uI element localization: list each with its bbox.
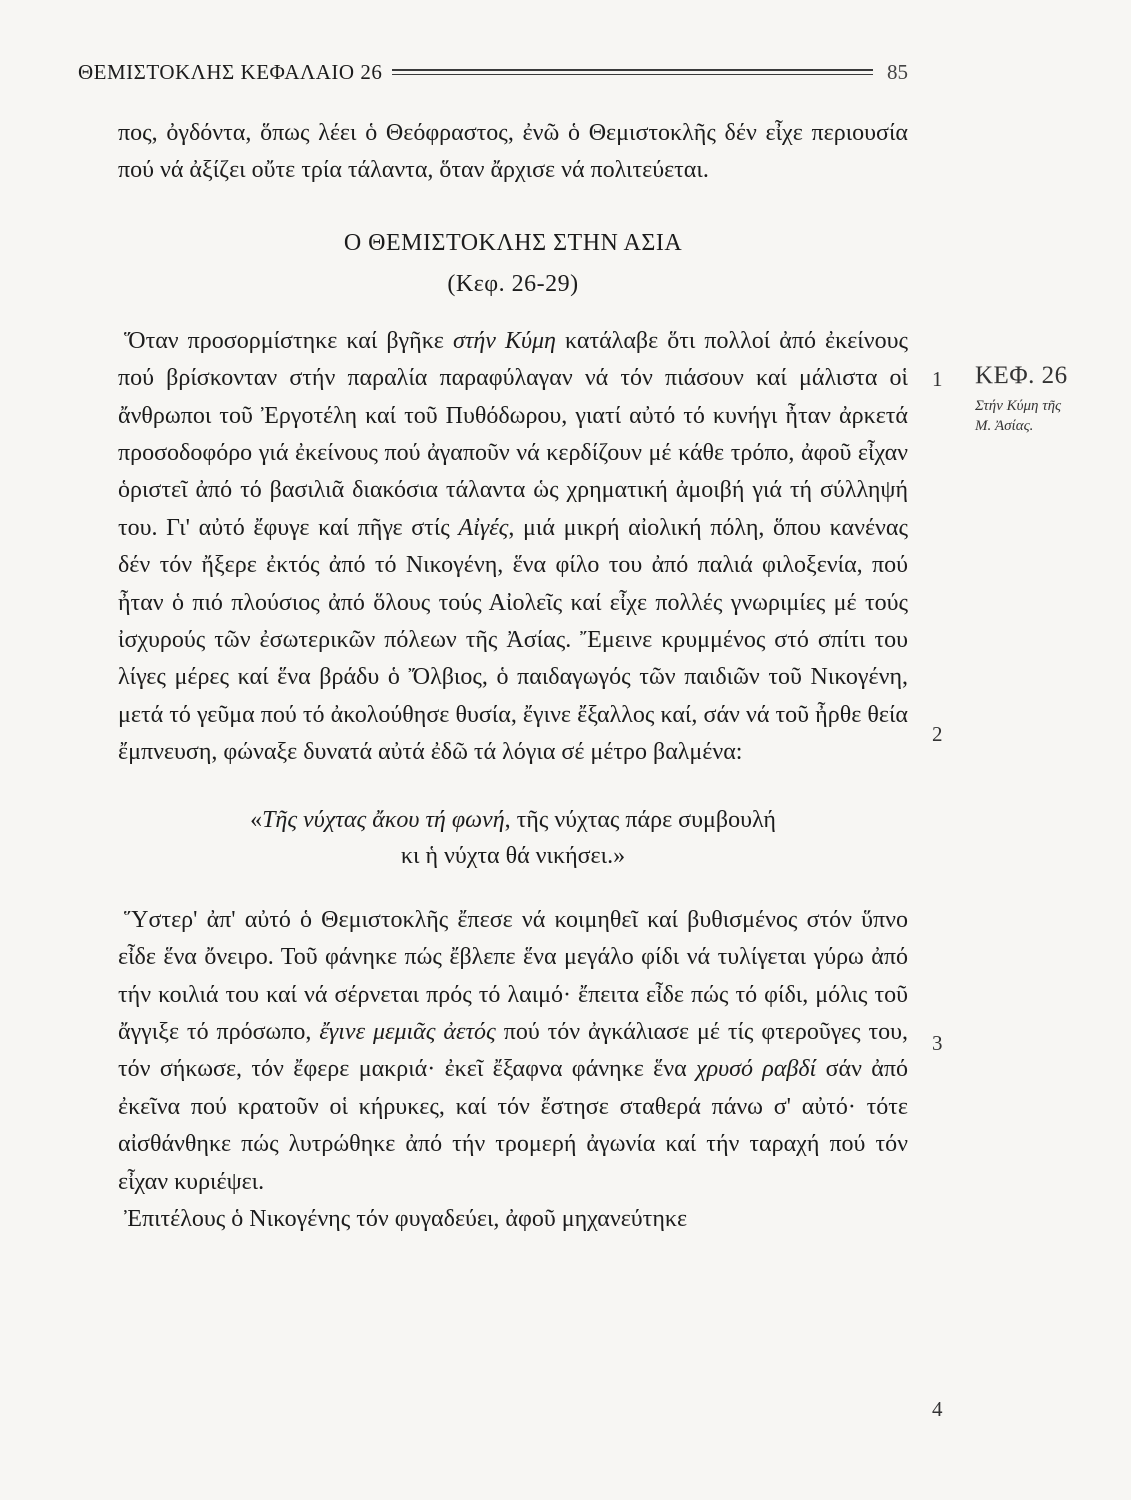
italic-span: Αἰγές	[458, 514, 509, 541]
page-header	[78, 52, 908, 92]
margin-number-4: 4	[932, 1397, 943, 1421]
text-span: «	[250, 806, 263, 833]
text-span: σάν ἀπό ἐκεῖνα πού κρατοῦν οἱ κήρυκες, καί τόν ἔστησε σταθερά πάνω σ' αὐτό· τότε αἰσθάνθηκε πώς λυτρώθηκε ἀπό τήν τρομερή ἀγωνία καί τήν ταραχή πού τόν εἶχαν κυριέψει.	[118, 1056, 909, 1195]
side-note-line-2: Μ. Ἀσίας.	[975, 418, 1034, 434]
side-note-line-1: Στήν Κύμη τῆς	[975, 398, 1062, 414]
opening-paragraph: πος, ὀγδόντα, ὅπως λέει ὁ Θεόφραστος, ἐνῶ ὁ Θεμιστοκλῆς δέν εἶχε περιουσία πού νά ἀξίζει οὔτε τρία τάλαντα, ὅταν ἄρχισε νά πολιτεύεται.	[118, 120, 908, 184]
paragraph-4: Ἐπιτέλους ὁ Νικογένης τόν φυγαδεύει, ἀφοῦ μηχανεύτηκε	[124, 1205, 688, 1232]
main-text	[118, 115, 908, 1238]
italic-span: στήν Κύμη	[452, 327, 556, 354]
header-rule-line	[392, 74, 873, 76]
margin-number-1: 1	[932, 367, 943, 391]
section-title: Ο ΘΕΜΙΣΤΟΚΛΗΣ ΣΤΗΝ ΑΣΙΑ	[343, 229, 683, 256]
text-span: Ὅταν προσορμίστηκε καί βγῆκε	[124, 327, 453, 354]
margin-number-3: 3	[932, 1031, 943, 1055]
chapter-label: ΚΕΦ. 26	[975, 362, 1068, 389]
header-rule-line	[392, 69, 873, 71]
italic-span: ἔγινε μεμιᾶς ἀετός	[319, 1018, 496, 1045]
paragraph-1	[118, 323, 908, 772]
verse-quote	[118, 802, 908, 874]
text-span: , τῆς νύχτας πάρε συμβουλή	[504, 806, 776, 833]
chapter-side-note	[975, 362, 1125, 436]
page-number: 85	[887, 59, 908, 84]
text-span: , μιά μικρή αἰολική πόλη, ὅπου κανένας δέν τόν ἤξερε ἐκτός ἀπό τό Νικογένη, ἕνα φίλο του ἀπό παλιά φιλοξενία, πού ἦταν ὁ πιό πλούσιος ἀπό ὅλους τούς Αἰολεῖς καί εἶχε πολλές γνωριμίες μέ τούς ἰσχυρούς τῶν ἐσωτερικῶν πόλεων τῆς Ἀσίας. Ἔμεινε κρυμμένος στό σπίτι του λίγες μέρες καί ἕνα βράδυ ὁ Ὄλβιος, ὁ παιδαγωγός τῶν παιδιῶν τοῦ Νικογένη, μετά τό γεῦμα πού τό ἀκολούθησε θυσία, ἔγινε ἔξαλλος καί, σάν νά τοῦ ἦρθε θεία ἔμπνευση, φώναξε δυνατά αὐτά ἐδῶ τά λόγια σέ μέτρο βαλμένα:	[118, 514, 908, 766]
header-rule	[392, 69, 873, 75]
italic-span: Τῆς νύχτας ἄκου τή φωνή	[262, 806, 505, 833]
text-span: Ὕστερ' ἀπ' αὐτό ὁ Θεμιστοκλῆς ἔπεσε νά κοιμηθεῖ καί βυθισμένος στόν ὕπνο εἶδε ἕνα ὄνειρο. Τοῦ φάνηκε πώς ἔβλεπε ἕνα μεγάλο φίδι νά τυλίγεται γύρω ἀπό τήν κοιλιά του καί νά σέρνεται πρός τό λαιμό· ἔπειτα εἶδε πώς τό φίδι, μόλις τοῦ ἄγγιξε τό πρόσωπο,	[118, 906, 908, 1045]
section-range: (Κεφ. 26-29)	[447, 270, 579, 297]
text-span: κατάλαβε ὅτι πολλοί ἀπό ἐκείνους πού βρίσκονταν στήν παραλία παραφύλαγαν νά τόν πιάσουν καί μάλιστα οἱ ἄνθρωποι τοῦ Ἐργοτέλη καί τοῦ Πυθόδωρου, γιατί αὐτό τό κυνήγι ἦταν ἀρκετά προσοδοφόρο γιά ἐκείνους πού ἀγαποῦν νά κερδίζουν μέ κάθε τρόπο, ἀφοῦ εἶχαν ὁριστεῖ ἀπό τό βασιλιᾶ διακόσια τάλαντα ὡς χρηματική ἀμοιβή γιά τή σύλληψή του. Γι' αὐτό ἔφυγε καί πῆγε στίς	[118, 327, 908, 541]
paragraph-3	[118, 902, 908, 1201]
verse-line-2: κι ἡ νύχτα θά νικήσει.»	[400, 842, 626, 869]
italic-span: χρυσό ραβδί	[696, 1056, 817, 1083]
verse-line-1	[118, 802, 908, 838]
running-head: ΘΕΜΙΣΤΟΚΛΗΣ ΚΕΦΑΛΑΙΟ 26	[78, 59, 383, 84]
margin-number-2: 2	[932, 722, 943, 746]
text-span: πού τόν ἀγκάλιασε μέ τίς φτεροῦγες του, τόν σήκωσε, τόν ἔφερε μακριά· ἐκεῖ ἔξαφνα φάνηκε ἕνα	[118, 1018, 908, 1083]
